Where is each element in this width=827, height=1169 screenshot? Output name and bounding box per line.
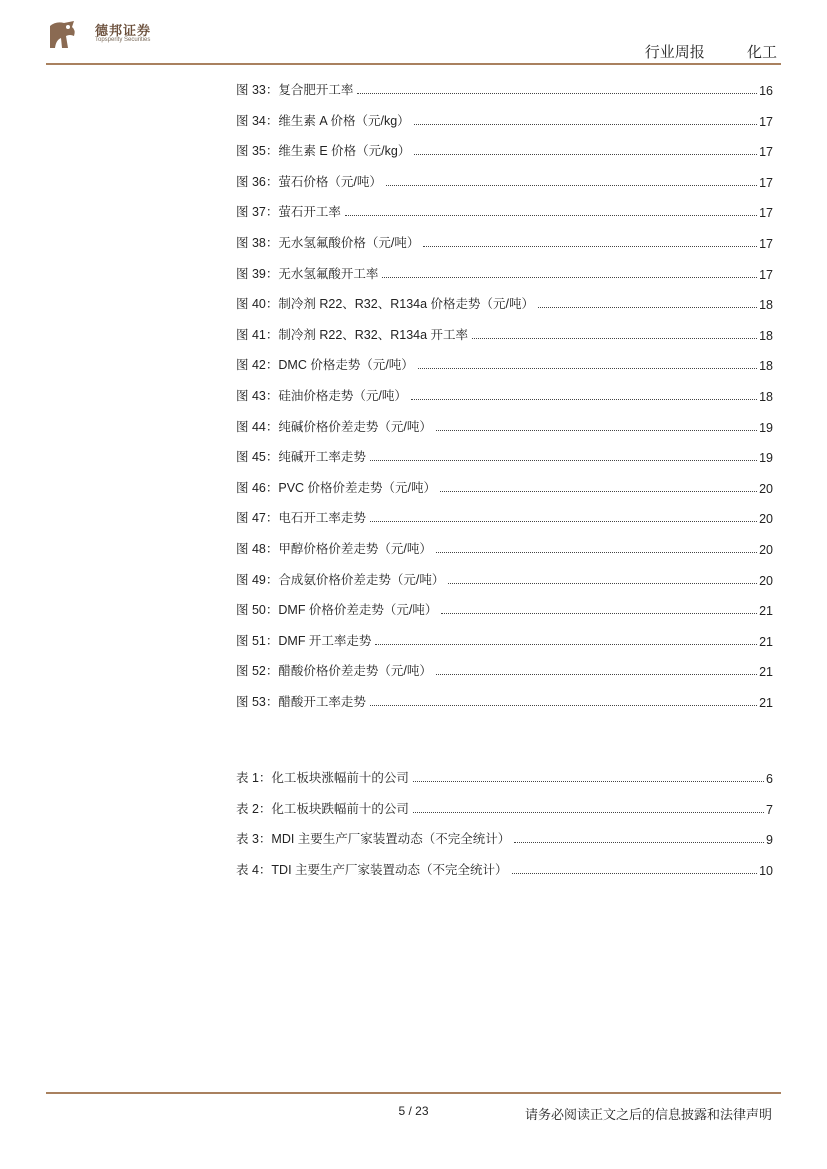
legal-disclaimer: 请务必阅读正文之后的信息披露和法律声明: [524, 1107, 772, 1122]
header-meta: [607, 41, 777, 62]
figure-entry[interactable]: [236, 172, 773, 190]
figure-entry-title: 图 50：DMF 价格价差走势（元/吨）: [236, 603, 438, 618]
sector-label: 化工: [746, 44, 777, 61]
figure-entry[interactable]: [236, 417, 773, 435]
company-logo: [46, 18, 82, 54]
dot-leader: [382, 276, 757, 278]
dot-leader: [436, 429, 757, 431]
dot-leader: [538, 306, 757, 308]
figure-entry[interactable]: [236, 233, 773, 251]
figure-entry[interactable]: [236, 508, 773, 526]
figure-entry[interactable]: [236, 539, 773, 557]
figure-entry-title: 图 37：萤石开工率: [236, 205, 341, 220]
figure-entry-page: 17: [759, 237, 773, 251]
figure-entry-title: 图 35：维生素 E 价格（元/kg）: [236, 144, 411, 159]
dot-leader: [512, 872, 758, 874]
table-entry-page: 10: [759, 863, 773, 878]
dot-leader: [370, 459, 757, 461]
figure-entry-page: 20: [759, 512, 773, 527]
figure-entry[interactable]: [236, 355, 773, 373]
table-entry-title: 表 1：化工板块涨幅前十的公司: [236, 771, 409, 785]
table-entry-page: 9: [766, 833, 773, 848]
figure-entry-title: 图 39：无水氢氟酸开工率: [236, 266, 379, 281]
table-entry[interactable]: [236, 768, 773, 786]
dot-leader: [414, 153, 757, 155]
dot-leader: [441, 612, 757, 614]
page-header: [0, 0, 827, 70]
figure-entry-page: 21: [759, 604, 773, 619]
figure-entry-page: 20: [759, 573, 773, 588]
figure-entry-title: 图 45：纯碱开工率走势: [236, 450, 366, 465]
table-entry-title: 表 2：化工板块跌幅前十的公司: [236, 801, 409, 816]
footer-divider: [46, 1092, 781, 1094]
brand-name-cn: 德邦证券: [95, 23, 152, 38]
table-entry-title: 表 3：MDI 主要生产厂家装置动态（不完全统计）: [236, 832, 511, 847]
brand-name-en: Topsperity Securities: [95, 37, 151, 43]
table-entry[interactable]: [236, 799, 773, 817]
figure-entry-page: 17: [759, 267, 773, 282]
figure-entry[interactable]: [236, 631, 773, 649]
figure-entry[interactable]: [236, 294, 773, 312]
figure-entry-page: 20: [759, 543, 773, 557]
dot-leader: [436, 551, 757, 553]
dot-leader: [414, 123, 757, 125]
figure-entry-page: 17: [759, 114, 773, 129]
dot-leader: [472, 337, 757, 339]
table-entry[interactable]: [236, 829, 773, 847]
figure-entry-title: 图 51：DMF 开工率走势: [236, 633, 372, 648]
figure-entry-page: 18: [759, 390, 773, 404]
table-entry[interactable]: [236, 860, 773, 878]
figure-entry[interactable]: [236, 386, 773, 404]
figure-entry[interactable]: [236, 600, 773, 618]
figure-entry-title: 图 34：维生素 A 价格（元/kg）: [236, 113, 410, 128]
table-entry-page: 7: [766, 802, 773, 817]
figure-entry-title: 图 47：电石开工率走势: [236, 511, 366, 526]
figure-entry[interactable]: [236, 264, 773, 282]
dot-leader: [514, 841, 764, 843]
figure-entry-title: 图 49：合成氨价格价差走势（元/吨）: [236, 572, 445, 587]
dot-leader: [413, 780, 764, 782]
figure-entry-page: 21: [759, 634, 773, 649]
table-entry-page: 6: [766, 772, 773, 786]
page-number: 5 / 23: [398, 1104, 429, 1118]
figure-entry[interactable]: [236, 447, 773, 465]
dot-leader: [375, 643, 757, 645]
dot-leader: [411, 398, 757, 400]
figure-entry[interactable]: [236, 141, 773, 159]
figure-entry[interactable]: [236, 570, 773, 588]
figure-entry-title: 图 48：甲醇价格价差走势（元/吨）: [236, 542, 432, 556]
figure-entry-page: 17: [759, 206, 773, 221]
figure-entry-title: 图 36：萤石价格（元/吨）: [236, 174, 382, 189]
figure-entry-page: 21: [759, 696, 773, 710]
figure-entry-title: 图 52：醋酸价格价差走势（元/吨）: [236, 664, 432, 679]
report-type: 行业周报: [644, 44, 705, 61]
figure-entry[interactable]: [236, 111, 773, 129]
dot-leader: [386, 184, 757, 186]
figure-entry-page: 17: [759, 145, 773, 160]
figure-entry-title: 图 46：PVC 价格价差走势（元/吨）: [236, 480, 437, 495]
figure-entry-title: 图 40：制冷剂 R22、R32、R134a 价格走势（元/吨）: [236, 297, 534, 312]
dot-leader: [370, 704, 757, 706]
dot-leader: [440, 490, 757, 492]
dot-leader: [370, 520, 757, 522]
figure-entry-title: 图 44：纯碱价格价差走势（元/吨）: [236, 419, 432, 434]
dot-leader: [448, 582, 757, 584]
dot-leader: [418, 367, 757, 369]
figure-entry-page: 16: [759, 84, 773, 98]
figure-entry-title: 图 41：制冷剂 R22、R32、R134a 开工率: [236, 327, 469, 342]
figure-entry-page: 18: [759, 298, 773, 313]
dot-leader: [436, 673, 757, 675]
figure-entry-title: 图 38：无水氢氟酸价格（元/吨）: [236, 236, 420, 250]
figure-entry-page: 18: [759, 328, 773, 343]
dot-leader: [413, 811, 764, 813]
figure-entry-page: 19: [759, 420, 773, 435]
header-divider: [46, 63, 781, 65]
figure-entry[interactable]: [236, 202, 773, 220]
dot-leader: [345, 214, 757, 216]
figure-entry[interactable]: [236, 478, 773, 496]
figure-entry-page: 21: [759, 665, 773, 680]
figure-entry[interactable]: [236, 80, 773, 98]
figure-entry-page: 20: [759, 481, 773, 496]
figure-entry[interactable]: [236, 661, 773, 679]
figure-entry[interactable]: [236, 692, 773, 710]
figure-entry-title: 图 33：复合肥开工率: [236, 83, 354, 97]
figure-entry-title: 图 43：硅油价格走势（元/吨）: [236, 389, 407, 403]
figure-entry-page: 19: [759, 451, 773, 466]
dot-leader: [357, 92, 757, 94]
table-entry-title: 表 4：TDI 主要生产厂家装置动态（不完全统计）: [236, 862, 508, 877]
figure-entry[interactable]: [236, 325, 773, 343]
figure-entry-title: 图 53：醋酸开工率走势: [236, 695, 366, 709]
figure-entry-page: 18: [759, 359, 773, 374]
figure-entry-page: 17: [759, 175, 773, 190]
figure-entry-title: 图 42：DMC 价格走势（元/吨）: [236, 358, 414, 373]
dot-leader: [423, 245, 757, 247]
